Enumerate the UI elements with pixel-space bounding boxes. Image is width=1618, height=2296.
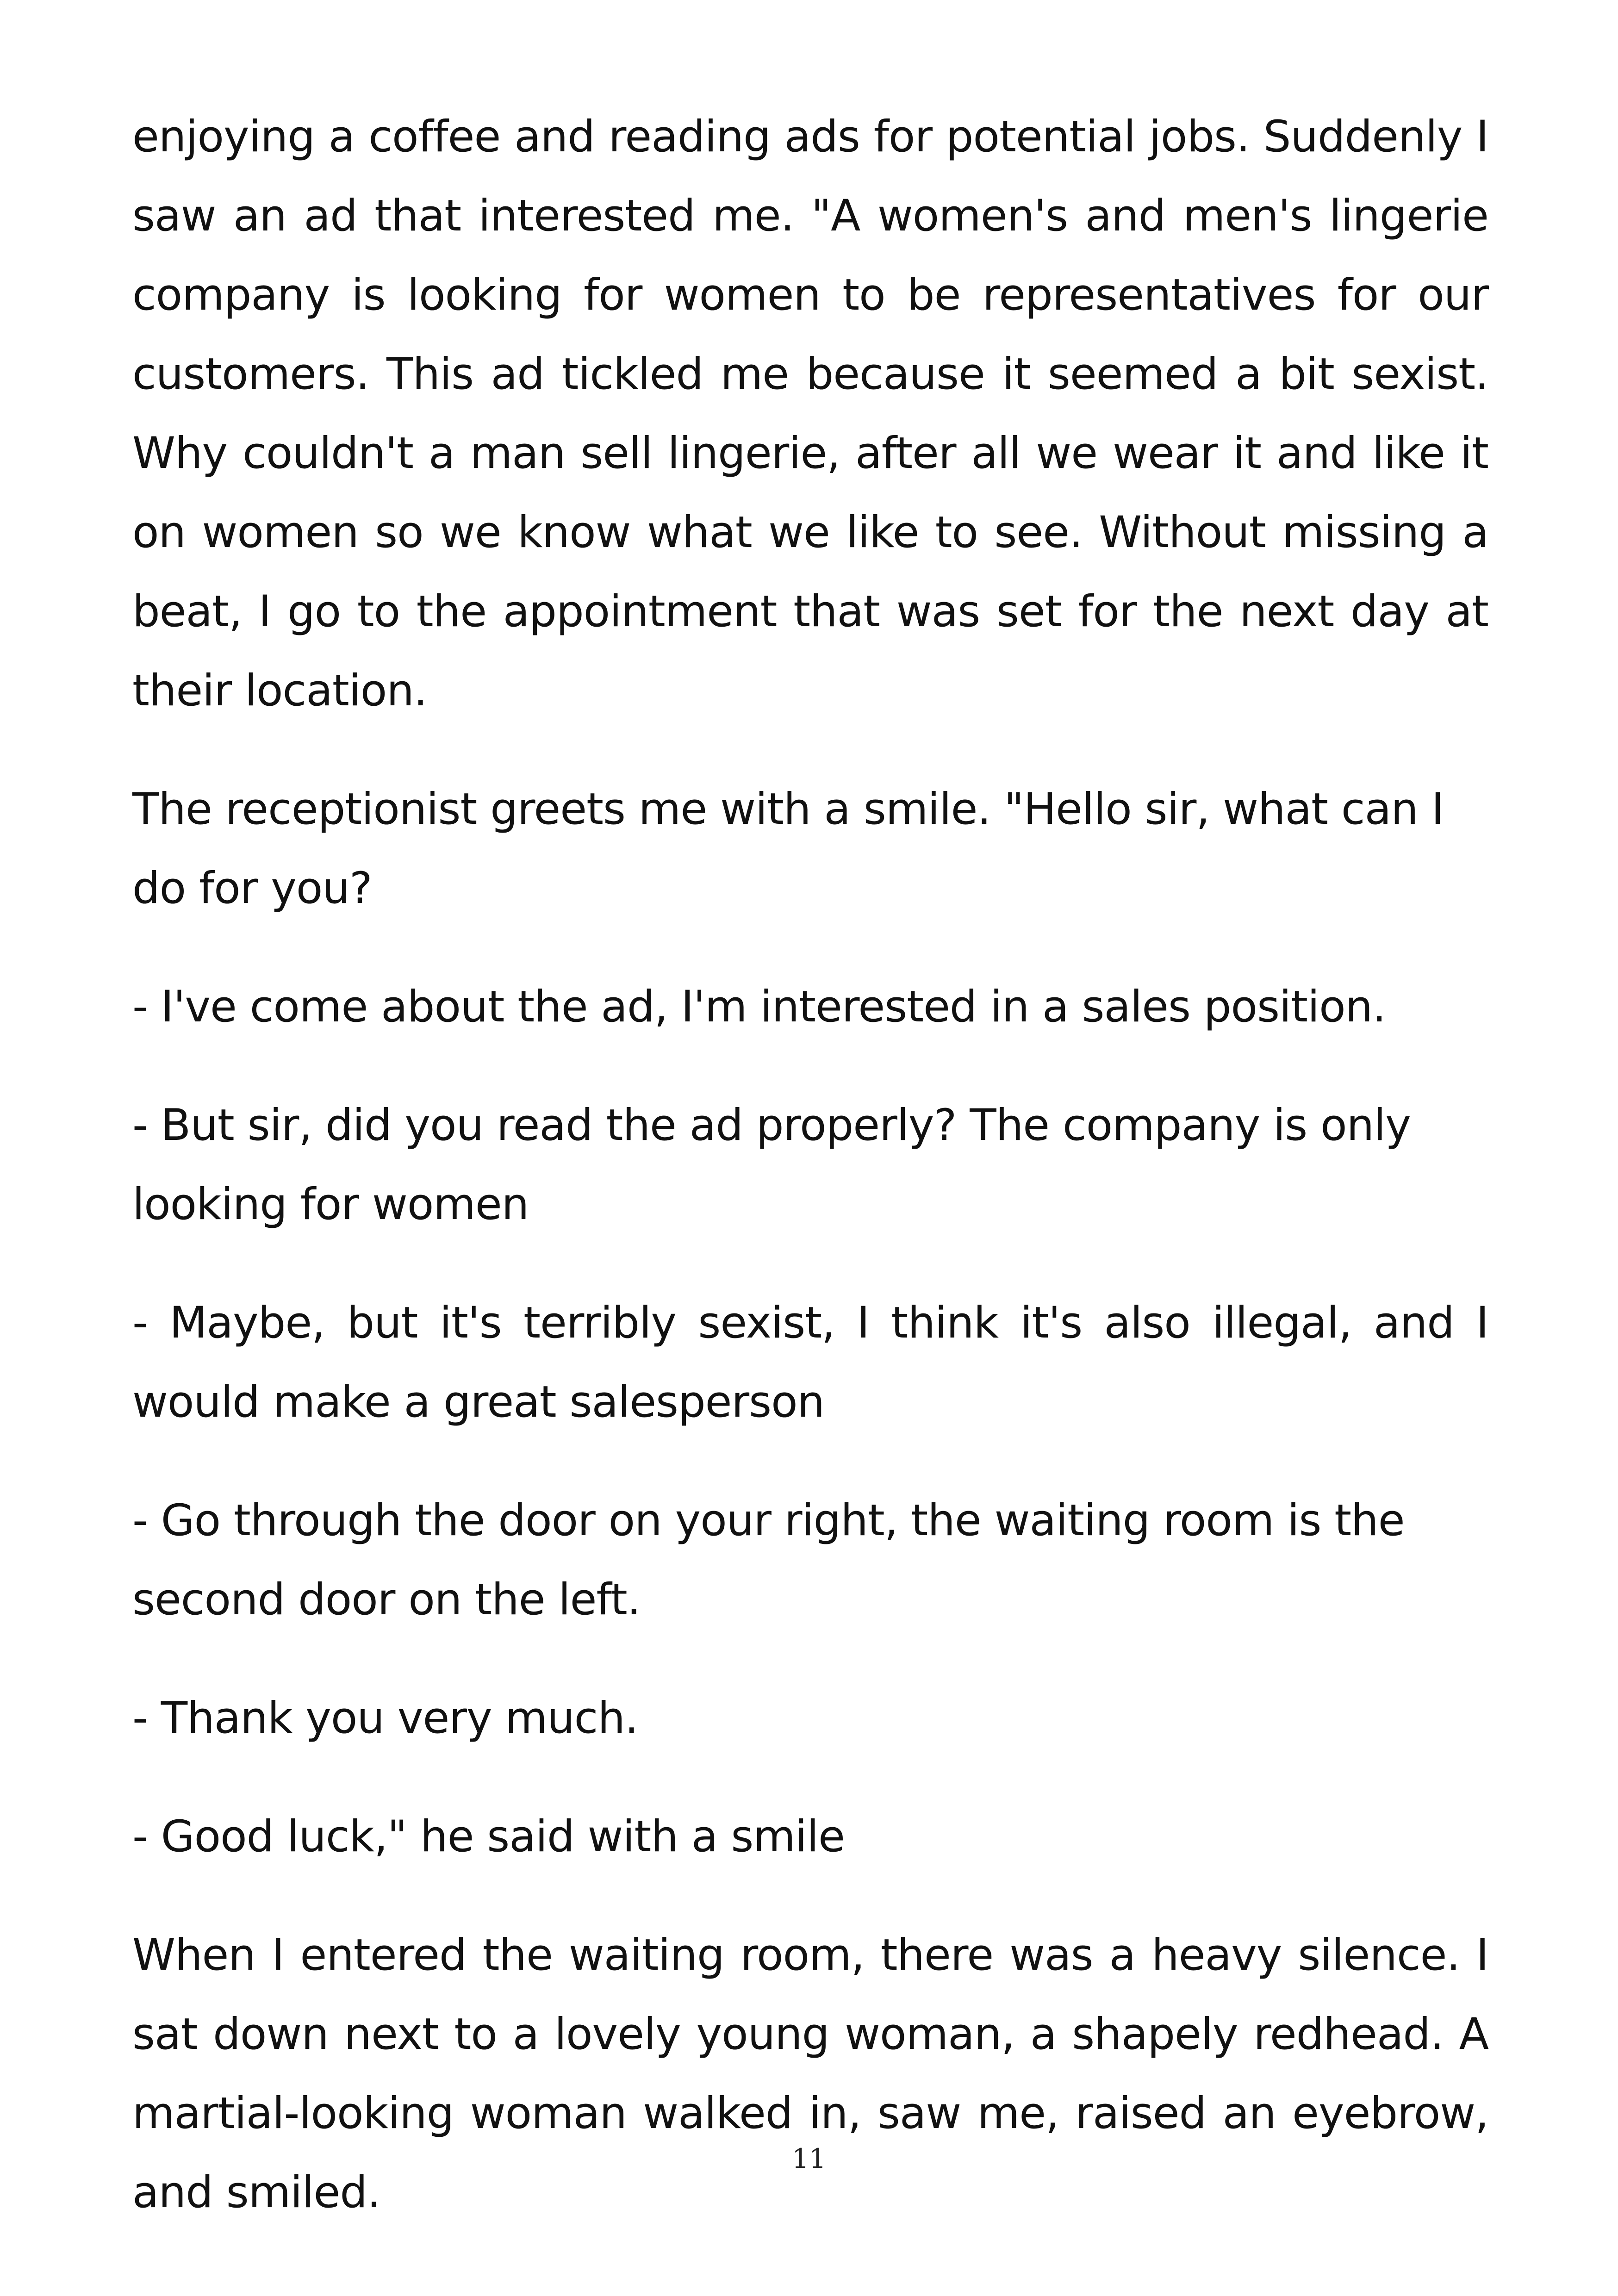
dialogue-line-1: - I've come about the ad, I'm interested in a sales position.: [132, 982, 1386, 1032]
page-number: 11: [792, 2143, 826, 2174]
dialogue-line-3: - Maybe, but it's terribly sexist, I think it's also illegal, and I would make a great salesperson: [132, 1298, 1488, 1427]
dialogue-line-2: - But sir, did you read the ad properly? The company is only looking for women: [132, 1100, 1411, 1230]
paragraph-job-ad: enjoying a coffee and reading ads for potential jobs. Suddenly I saw an ad that interested me. "A women's and men's lingerie company is looking for women to be representatives for our customers. This ad tickled me because it seemed a bit sexist. Why couldn't a man sell lingerie, after all we wear it and like it on women so we know what we like to see. Without missing a beat, I go to the appointment that was set for the next day at their location.: [132, 112, 1488, 716]
paragraph-receptionist-greeting: The receptionist greets me with a smile. "Hello sir, what can I do for you?: [132, 784, 1444, 914]
dialogue-line-5: - Thank you very much.: [132, 1693, 638, 1743]
dialogue-line-6: - Good luck," he said with a smile: [132, 1811, 845, 1862]
body-text: [132, 97, 1488, 2271]
dialogue-line-4: - Go through the door on your right, the waiting room is the second door on the left.: [132, 1495, 1405, 1625]
paragraph-waiting-room: When I entered the waiting room, there was a heavy silence. I sat down next to a lovely young woman, a shapely redhead. A martial-looking woman walked in, saw me, raised an eyebrow, and smiled.: [132, 1930, 1488, 2218]
